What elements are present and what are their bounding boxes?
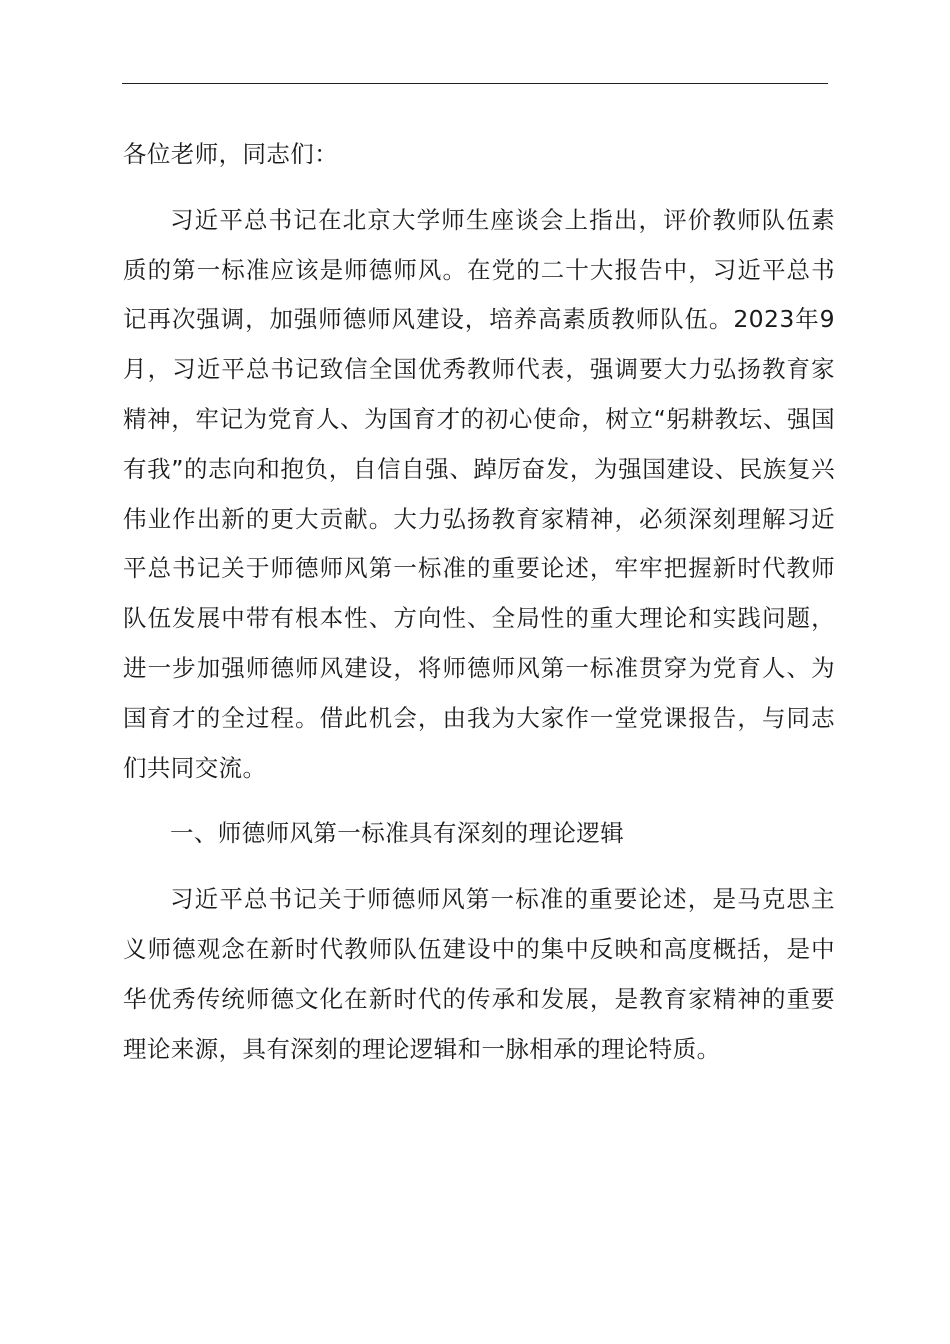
salutation: 各位老师，同志们： [123, 140, 339, 168]
section-heading: 一、师德师风第一标准具有深刻的理论逻辑 [170, 819, 625, 848]
paragraph-theory: 习近平总书记关于师德师风第一标准的重要论述，是马克思主义师德观念在新时代教师队伍建设中的集中反映和高度概括，是中华优秀传统师德文化在新时代的传承和发展，是教育家精神的重要理论来源，具有深刻的理论逻辑和一脉相承的理论特质。 [123, 885, 835, 1063]
document-body [123, 130, 835, 1074]
paragraph-intro: 习近平总书记在北京大学师生座谈会上指出，评价教师队伍素质的第一标准应该是师德师风。在党的二十大报告中，习近平总书记再次强调，加强师德师风建设，培养高素质教师队伍。2023年9月，习近平总书记致信全国优秀教师代表，强调要大力弘扬教育家精神，牢记为党育人、为国育才的初心使命，树立“躬耕教坛、强国有我”的志向和抱负，自信自强、踔厉奋发，为强国建设、民族复兴伟业作出新的更大贡献。大力弘扬教育家精神，必须深刻理解习近平总书记关于师德师风第一标准的重要论述，牢牢把握新时代教师队伍发展中带有根本性、方向性、全局性的重大理论和实践问题，进一步加强师德师风建设，将师德师风第一标准贯穿为党育人、为国育才的全过程。借此机会，由我为大家作一堂党课报告，与同志们共同交流。 [123, 205, 835, 782]
header-rule [122, 83, 828, 84]
